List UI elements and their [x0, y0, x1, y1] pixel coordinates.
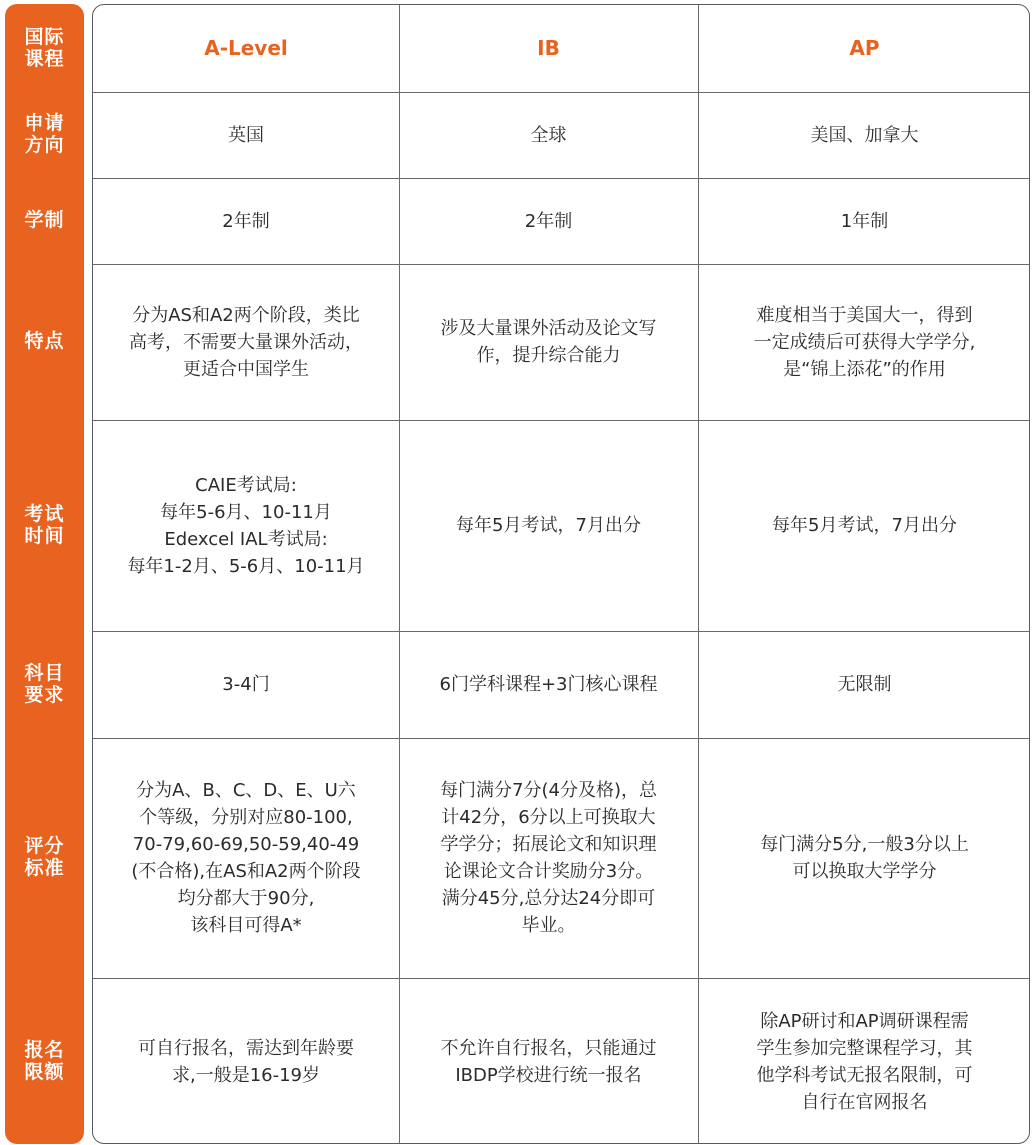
- cell-duration-ap: 1年制: [840, 210, 889, 232]
- cell-features-alevel: 分为AS和A2两个阶段，类比 高考，不需要大量课外活动， 更适合中国学生: [129, 304, 363, 380]
- row-label-registration: 报名限额: [24, 1038, 65, 1083]
- cell-grading-ib: 每门满分7分(4分及格)，总 计42分，6分以上可换取大 学学分；拓展论文和知识理 论课论文合计奖励分3分。 满分45分,总分达24分即可 毕业。: [440, 780, 657, 936]
- row-label-sidebar: [5, 4, 84, 1144]
- header-ib: IB: [537, 36, 560, 60]
- cell-duration-ib: 2年制: [524, 210, 573, 232]
- comparison-table: [92, 4, 1030, 1144]
- header-alevel: A-Level: [204, 36, 288, 60]
- cell-features-ap: 难度相当于美国大一，得到 一定成绩后可获得大学学分, 是“锦上添花”的作用: [753, 304, 976, 380]
- row-label-exam-time: 考试时间: [24, 502, 65, 547]
- cell-registration-alevel: 可自行报名，需达到年龄要 求,一般是16-19岁: [138, 1037, 354, 1086]
- header-ap: AP: [849, 36, 880, 60]
- cell-exam-time-alevel: CAIE考试局: 每年5-6月、10-11月 Edexcel IAL考试局: 每年1-2月、5-6月、10-11月: [127, 474, 365, 577]
- row-label-features: 特点: [24, 330, 65, 352]
- row-label-direction: 申请方向: [24, 112, 65, 156]
- row-label-grading: 评分标准: [24, 835, 65, 879]
- row-label-subjects: 科目要求: [24, 661, 65, 706]
- cell-subjects-ib: 6门学科课程+3门核心课程: [439, 674, 658, 695]
- cell-direction-ib: 全球: [530, 124, 567, 146]
- cell-grading-ap: 每门满分5分,一般3分以上 可以换取大学学分: [760, 834, 969, 882]
- cell-subjects-ap: 无限制: [837, 674, 892, 695]
- cell-direction-ap: 美国、加拿大: [810, 124, 919, 146]
- cell-grading-alevel: 分为A、B、C、D、E、U六 个等级，分别对应80-100, 70-79,60-69,50-59,40-49 (不合格),在AS和A2两个阶段 均分都大于90分, 该科目可得A*: [131, 780, 361, 936]
- cell-subjects-alevel: 3-4门: [222, 674, 270, 695]
- cell-exam-time-ib: 每年5月考试，7月出分: [456, 515, 641, 536]
- cell-features-ib: 涉及大量课外活动及论文写 作，提升综合能力: [440, 318, 657, 366]
- cell-registration-ap: 除AP研讨和AP调研课程需 学生参加完整课程学习，其 他学科考试无报名限制，可 自行在官网报名: [756, 1010, 973, 1113]
- row-label-course: 国际课程: [24, 25, 65, 70]
- cell-exam-time-ap: 每年5月考试，7月出分: [772, 515, 957, 536]
- row-label-duration: 学制: [24, 209, 65, 231]
- cell-registration-ib: 不允许自行报名，只能通过 IBDP学校进行统一报名: [440, 1037, 657, 1086]
- cell-direction-alevel: 英国: [228, 124, 264, 146]
- cell-duration-alevel: 2年制: [222, 210, 270, 232]
